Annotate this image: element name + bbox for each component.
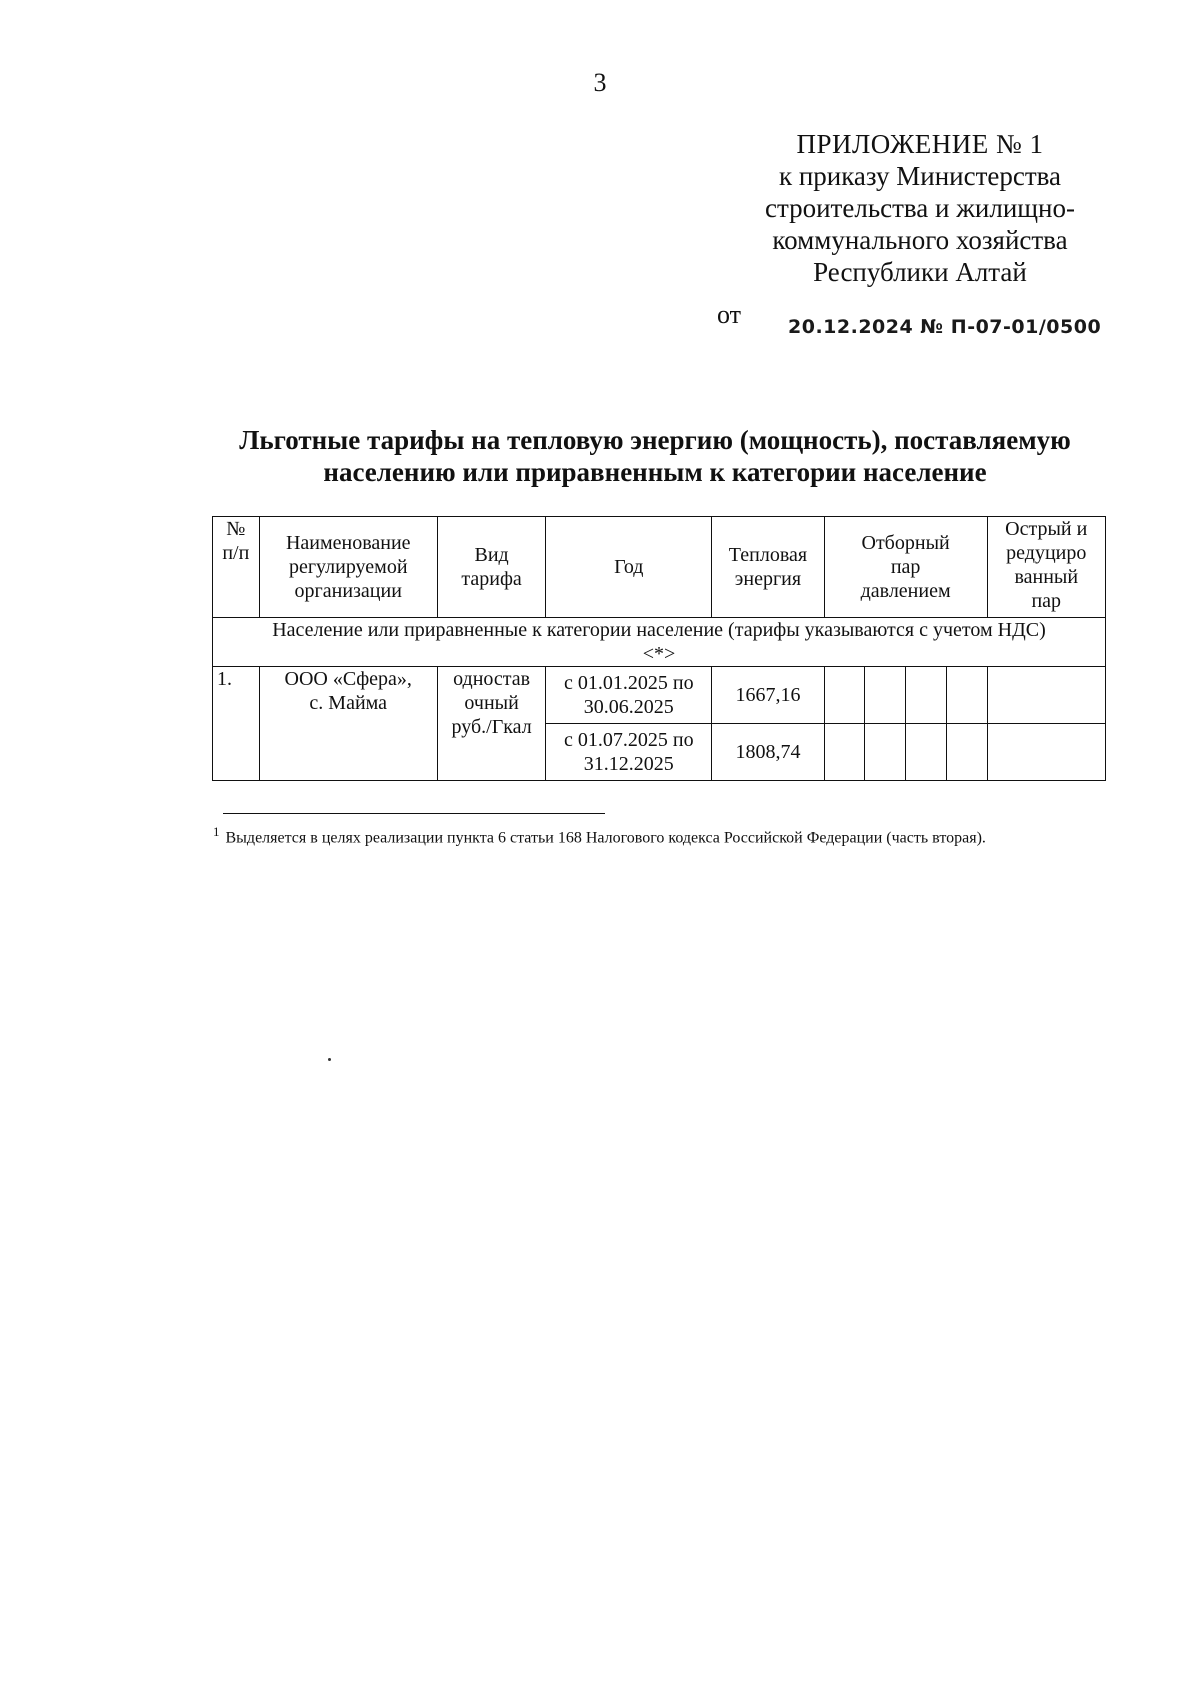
header-number: № п/п: [213, 517, 260, 618]
appendix-title: ПРИЛОЖЕНИЕ № 1: [796, 129, 1044, 159]
empty-cell: [824, 724, 865, 781]
document-title-line: населению или приравненным к категории население: [323, 457, 987, 487]
order-number-stamp: 20.12.2024 № П-07-01/0500: [788, 316, 1102, 338]
from-label: от: [717, 300, 742, 329]
empty-cell: [987, 667, 1105, 724]
empty-cell: [946, 724, 987, 781]
table-section-row: [213, 618, 1106, 667]
appendix-line: к приказу Министерства: [778, 161, 1062, 191]
footnote-text: Выделяется в целях реализации пункта 6 статьи 168 Налогового кодекса Российской Федерации (часть вторая).: [225, 829, 986, 847]
table-header-row: [213, 517, 1106, 618]
document-title-line: Льготные тарифы на тепловую энергию (мощность), поставляемую: [239, 425, 1071, 455]
section-label: Население или приравненные к категории население (тарифы указываются с учетом НДС) <*>: [213, 618, 1106, 667]
empty-cell: [865, 667, 906, 724]
stray-dot: [328, 1058, 331, 1061]
appendix-line: Республики Алтай: [813, 257, 1027, 287]
empty-cell: [906, 724, 947, 781]
row-period: с 01.07.2025 по 31.12.2025: [546, 724, 712, 781]
empty-cell: [865, 724, 906, 781]
empty-cell: [824, 667, 865, 724]
footnote-marker: 1: [213, 824, 220, 839]
footnote-divider: [223, 813, 605, 814]
appendix-line: коммунального хозяйства: [772, 225, 1068, 255]
header-year: Год: [546, 517, 712, 618]
footnote: [213, 822, 1113, 848]
document-title: [200, 424, 1110, 488]
empty-cell: [987, 724, 1105, 781]
appendix-block: [740, 128, 1100, 288]
row-tariff-type: одностав очный руб./Гкал: [437, 667, 546, 781]
header-sharp-steam: Острый и редуциро ванный пар: [987, 517, 1105, 618]
header-extraction-steam: Отборный пар давлением: [824, 517, 987, 618]
page-number: 3: [593, 68, 607, 97]
row-period: с 01.01.2025 по 30.06.2025: [546, 667, 712, 724]
appendix-line: строительства и жилищно-: [765, 193, 1075, 223]
row-value: 1808,74: [712, 724, 825, 781]
header-thermal-energy: Тепловая энергия: [712, 517, 825, 618]
empty-cell: [906, 667, 947, 724]
header-organization: Наименование регулируемой организации: [259, 517, 437, 618]
row-organization: ООО «Сфера», с. Майма: [259, 667, 437, 781]
table-row: [213, 667, 1106, 724]
header-tariff-type: Вид тарифа: [437, 517, 546, 618]
row-value: 1667,16: [712, 667, 825, 724]
row-number: 1.: [213, 667, 260, 781]
empty-cell: [946, 667, 987, 724]
tariff-table: [212, 516, 1106, 781]
